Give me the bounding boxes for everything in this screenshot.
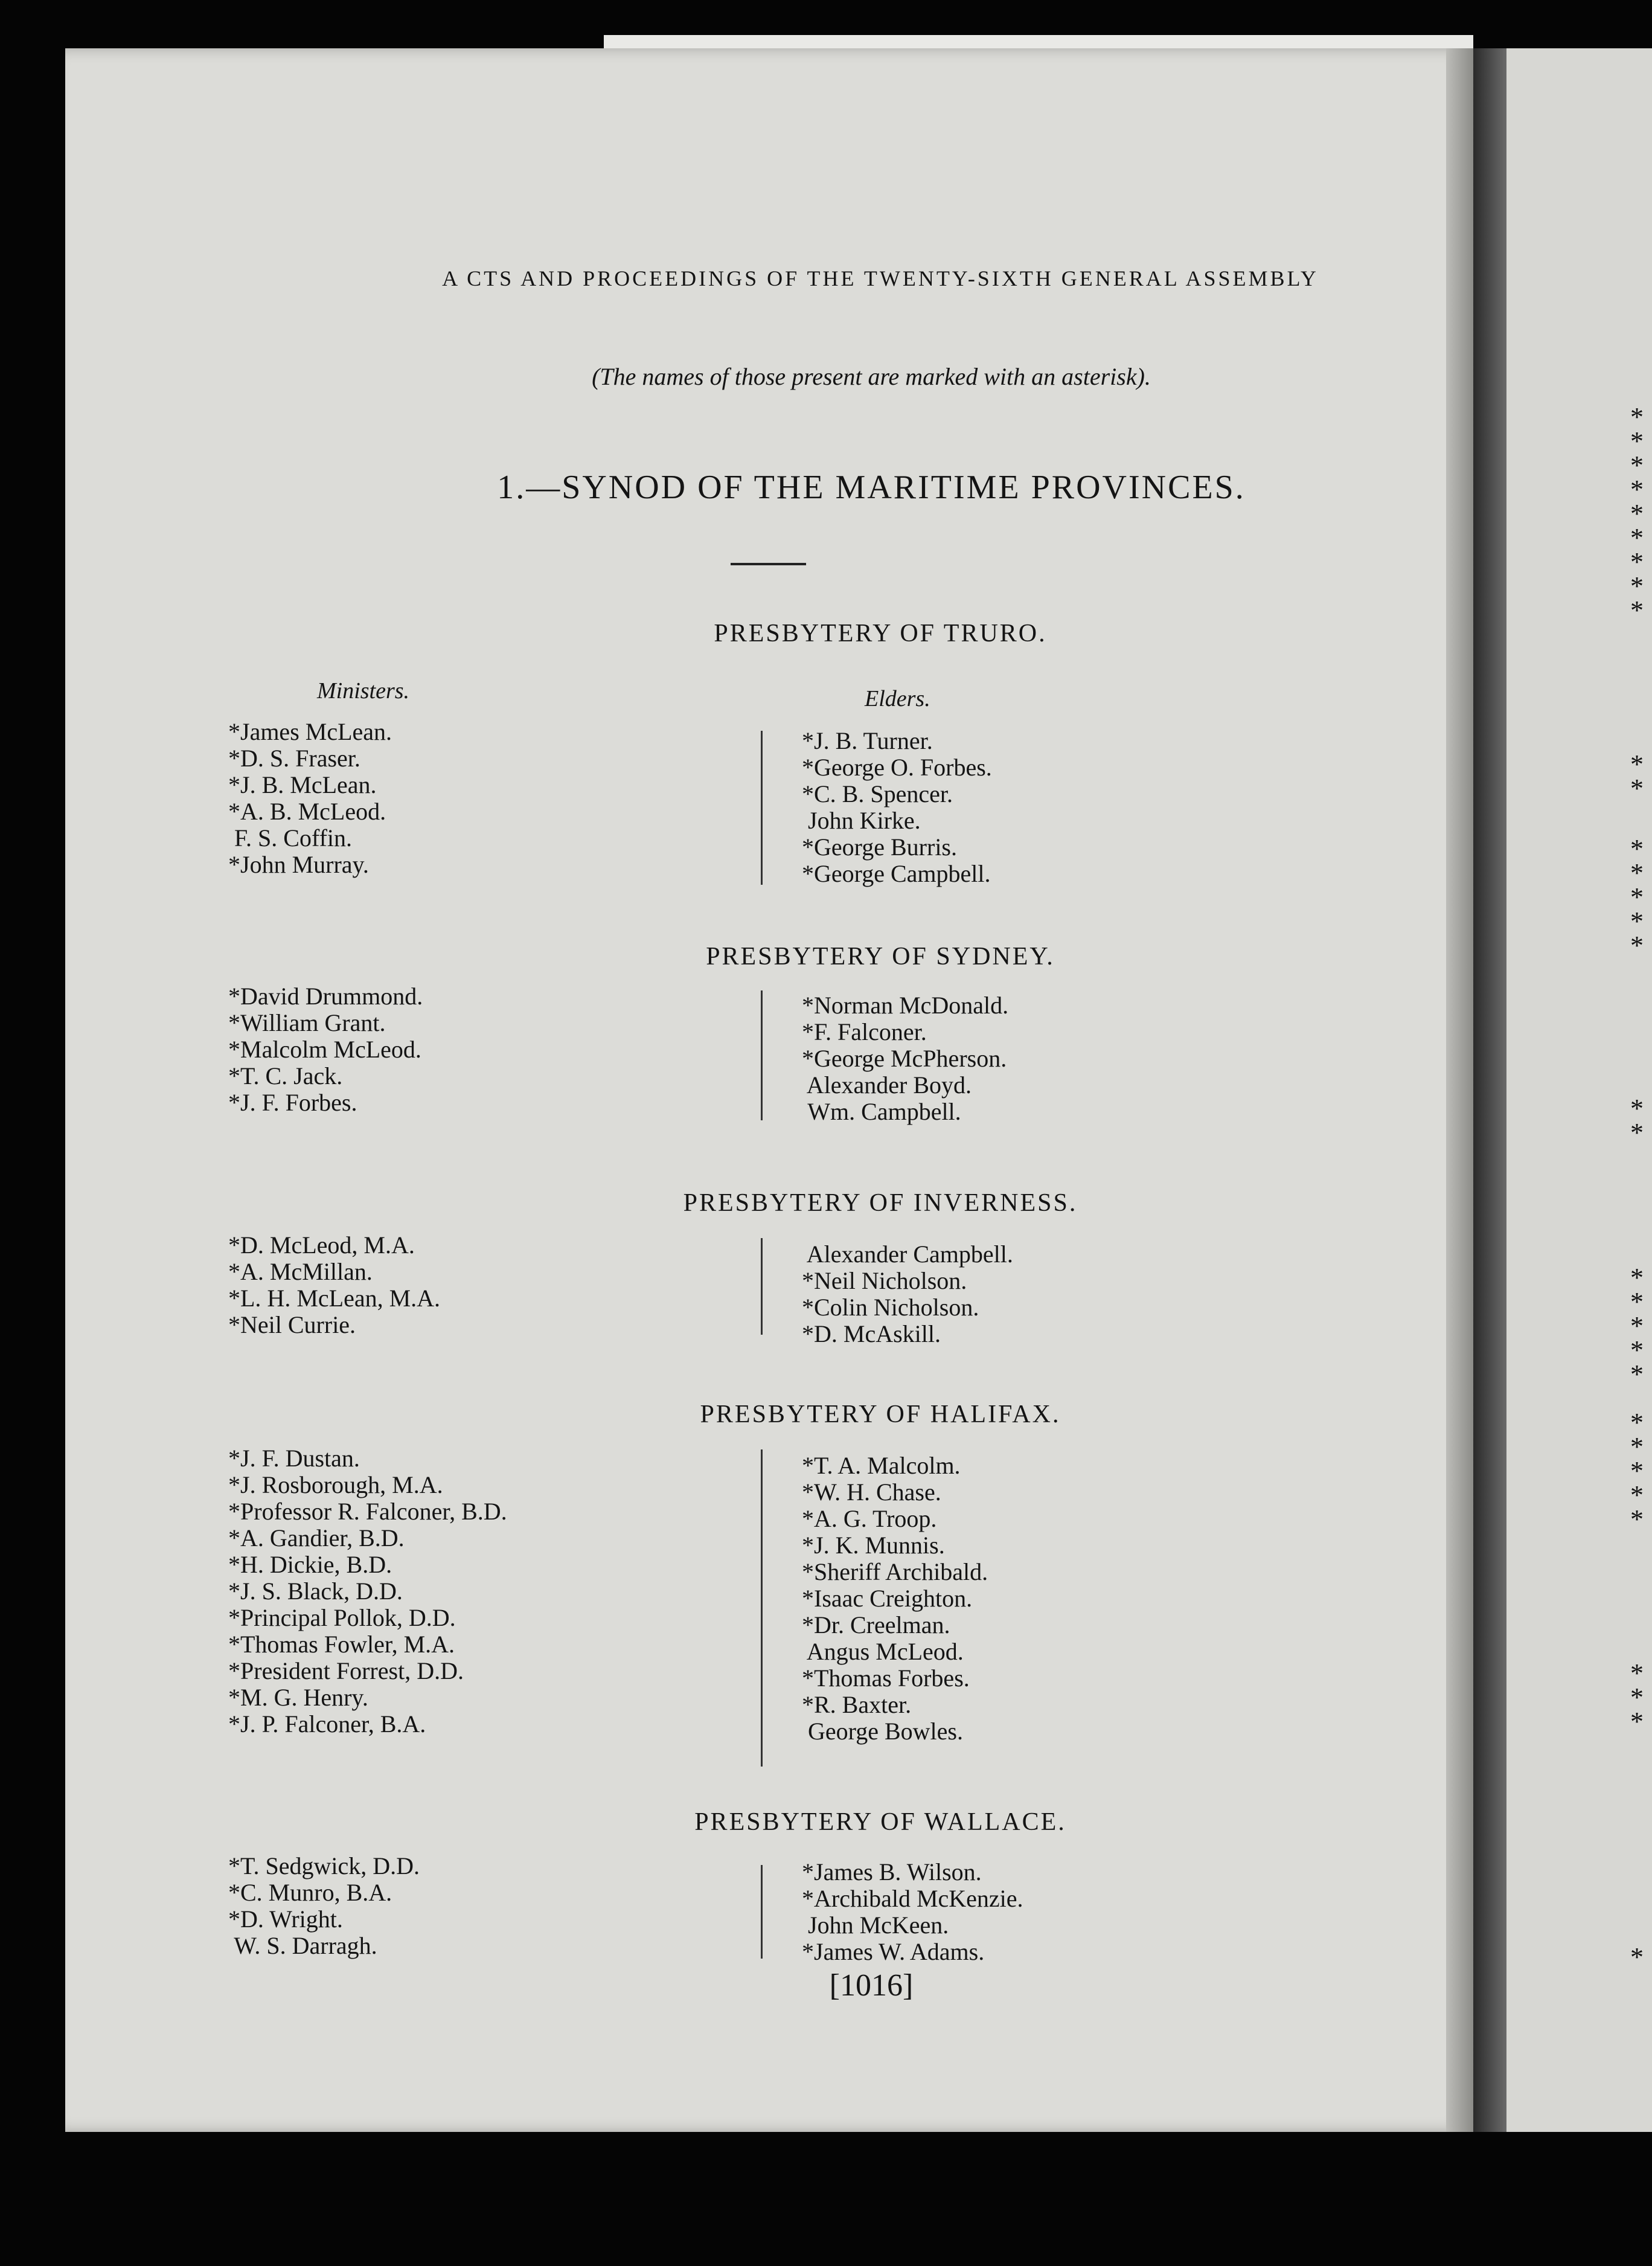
elder-name: Alexander Campbell.: [802, 1241, 1013, 1268]
minister-name: *A. McMillan.: [228, 1258, 373, 1285]
column-divider: [761, 990, 763, 1120]
elder-name: *J. K. Munnis.: [802, 1532, 945, 1559]
elder-name: George Bowles.: [802, 1718, 963, 1745]
column-divider: [761, 1449, 763, 1767]
elder-name: *W. H. Chase.: [802, 1478, 941, 1506]
presbytery-heading: PRESBYTERY OF SYDNEY.: [706, 943, 1055, 971]
margin-asterisk: *: [1630, 1480, 1644, 1510]
margin-asterisk: *: [1630, 451, 1644, 480]
margin-asterisk: *: [1630, 1408, 1644, 1437]
minister-name: *Principal Pollok, D.D.: [228, 1604, 456, 1631]
margin-asterisk: *: [1630, 499, 1644, 528]
elder-name: *Colin Nicholson.: [802, 1294, 979, 1321]
margin-asterisk: *: [1630, 834, 1644, 864]
elder-name: *Archibald McKenzie.: [802, 1885, 1023, 1912]
elder-name: *George Burris.: [802, 833, 957, 861]
margin-asterisk: *: [1630, 547, 1644, 577]
minister-name: *D. Wright.: [228, 1905, 343, 1933]
elder-name: *F. Falconer.: [802, 1018, 927, 1045]
presbytery-heading: PRESBYTERY OF TRURO.: [714, 620, 1047, 647]
minister-name: *C. Munro, B.A.: [228, 1879, 392, 1906]
margin-asterisk: *: [1630, 1094, 1644, 1123]
page-number: [1016]: [829, 1968, 914, 2003]
elder-name: *George Campbell.: [802, 860, 991, 887]
margin-asterisk: *: [1630, 1432, 1644, 1462]
margin-asterisk: *: [1630, 595, 1644, 625]
margin-asterisk: *: [1630, 1118, 1644, 1147]
elders-list: [802, 992, 1008, 1125]
minister-name: *J. B. McLean.: [228, 771, 377, 798]
minister-name: *A. B. McLeod.: [228, 798, 386, 825]
ministers-list: [228, 1232, 440, 1338]
page-top-strip: [604, 35, 1473, 48]
minister-name: *President Forrest, D.D.: [228, 1657, 464, 1684]
minister-name: *Professor R. Falconer, B.D.: [228, 1498, 507, 1525]
minister-name: *John Murray.: [228, 851, 369, 878]
minister-name: *William Grant.: [228, 1009, 386, 1036]
elder-name: *D. McAskill.: [802, 1320, 941, 1347]
minister-name: *T. Sedgwick, D.D.: [228, 1852, 420, 1879]
ministers-list: [228, 1445, 507, 1738]
minister-name: *A. Gandier, B.D.: [228, 1524, 405, 1552]
ministers-list: [228, 983, 423, 1116]
elder-name: *Isaac Creighton.: [802, 1585, 973, 1612]
elder-name: *George O. Forbes.: [802, 754, 992, 781]
margin-asterisk: *: [1630, 1683, 1644, 1712]
elders-list: [802, 728, 992, 887]
elder-name: John Kirke.: [802, 807, 921, 834]
ministers-list: [228, 1853, 420, 1959]
minister-name: *J. P. Falconer, B.A.: [228, 1710, 426, 1738]
margin-asterisk: *: [1630, 402, 1644, 432]
elder-name: *C. B. Spencer.: [802, 780, 953, 807]
elder-name: *Neil Nicholson.: [802, 1267, 967, 1294]
minister-name: W. S. Darragh.: [228, 1932, 377, 1959]
minister-name: *J. F. Forbes.: [228, 1089, 357, 1116]
margin-asterisk: *: [1630, 1707, 1644, 1736]
margin-asterisk: *: [1630, 475, 1644, 504]
elder-name: Angus McLeod.: [802, 1638, 964, 1665]
presbytery-heading: PRESBYTERY OF HALIFAX.: [700, 1401, 1061, 1428]
asterisk-note: (The names of those present are marked with an asterisk).: [592, 363, 1151, 390]
elders-heading: Elders.: [865, 686, 930, 711]
elder-name: *J. B. Turner.: [802, 727, 933, 754]
margin-asterisk: *: [1630, 1311, 1644, 1341]
minister-name: *T. C. Jack.: [228, 1062, 343, 1090]
margin-asterisk: *: [1630, 1335, 1644, 1365]
elder-name: *James B. Wilson.: [802, 1858, 982, 1886]
column-divider: [761, 1238, 763, 1335]
margin-asterisk: *: [1630, 1263, 1644, 1292]
margin-asterisk: *: [1630, 1942, 1644, 1972]
margin-asterisk: *: [1630, 749, 1644, 779]
margin-asterisk: *: [1630, 1456, 1644, 1486]
minister-name: *Neil Currie.: [228, 1311, 356, 1338]
minister-name: *Thomas Fowler, M.A.: [228, 1631, 455, 1658]
margin-asterisk: *: [1630, 1504, 1644, 1534]
elder-name: *Thomas Forbes.: [802, 1664, 970, 1692]
minister-name: F. S. Coffin.: [228, 824, 352, 852]
margin-asterisk: *: [1630, 882, 1644, 912]
minister-name: *M. G. Henry.: [228, 1684, 368, 1711]
minister-name: *James McLean.: [228, 718, 392, 745]
elder-name: *T. A. Malcolm.: [802, 1452, 961, 1479]
elder-name: *Sheriff Archibald.: [802, 1558, 988, 1585]
margin-asterisk: *: [1630, 1359, 1644, 1389]
elders-list: [802, 1859, 1023, 1965]
presbytery-heading: PRESBYTERY OF INVERNESS.: [683, 1189, 1078, 1217]
minister-name: *H. Dickie, B.D.: [228, 1551, 392, 1578]
minister-name: *J. Rosborough, M.A.: [228, 1471, 443, 1498]
elders-list: [802, 1452, 988, 1745]
margin-asterisk: *: [1630, 907, 1644, 936]
margin-asterisk: *: [1630, 523, 1644, 553]
elder-name: *George McPherson.: [802, 1045, 1007, 1072]
minister-name: *Malcolm McLeod.: [228, 1036, 421, 1063]
column-divider: [761, 731, 763, 885]
elder-name: *Dr. Creelman.: [802, 1611, 950, 1639]
column-divider: [761, 1865, 763, 1959]
ministers-heading: Ministers.: [317, 678, 410, 704]
minister-name: *David Drummond.: [228, 983, 423, 1010]
minister-name: *J. S. Black, D.D.: [228, 1578, 403, 1605]
elder-name: *Norman McDonald.: [802, 992, 1009, 1019]
margin-asterisk: *: [1630, 931, 1644, 960]
elder-name: *R. Baxter.: [802, 1691, 912, 1718]
minister-name: *D. S. Fraser.: [228, 745, 360, 772]
elder-name: John McKeen.: [802, 1911, 949, 1939]
running-head: A CTS AND PROCEEDINGS OF THE TWENTY-SIXTH GENERAL ASSEMBLY: [442, 266, 1319, 290]
margin-asterisk: *: [1630, 571, 1644, 601]
title-rule: [731, 563, 806, 565]
presbytery-heading: PRESBYTERY OF WALLACE.: [694, 1808, 1066, 1836]
margin-asterisk: *: [1630, 1658, 1644, 1688]
margin-asterisk: *: [1630, 1287, 1644, 1317]
elder-name: Alexander Boyd.: [802, 1071, 972, 1099]
elder-name: Wm. Campbell.: [802, 1098, 961, 1125]
ministers-list: [228, 719, 392, 878]
elder-name: *James W. Adams.: [802, 1938, 985, 1965]
elders-list: [802, 1241, 1013, 1347]
margin-asterisk: *: [1630, 774, 1644, 803]
margin-asterisk: *: [1630, 858, 1644, 888]
minister-name: *D. McLeod, M.A.: [228, 1231, 415, 1259]
margin-asterisk: *: [1630, 426, 1644, 456]
elder-name: *A. G. Troop.: [802, 1505, 937, 1532]
minister-name: *L. H. McLean, M.A.: [228, 1285, 441, 1312]
synod-title: 1.—SYNOD OF THE MARITIME PROVINCES.: [497, 469, 1246, 506]
minister-name: *J. F. Dustan.: [228, 1445, 360, 1472]
